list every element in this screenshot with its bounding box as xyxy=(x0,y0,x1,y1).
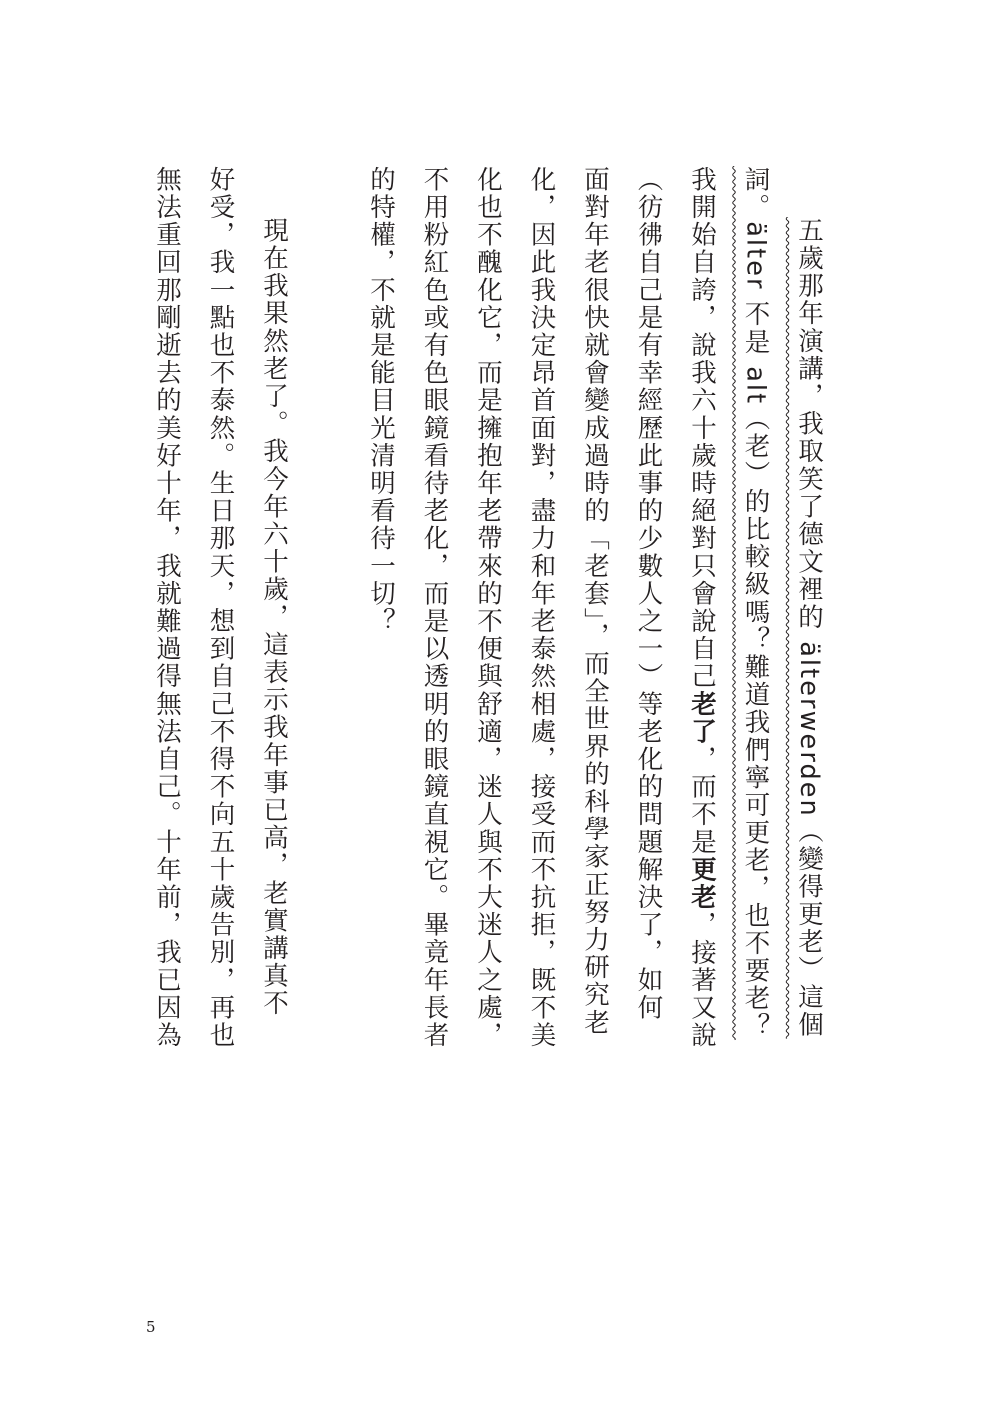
wavy-underlined-text: 詞。älter 不是 alt（老）的比較級嗎？難道我們寧可更老，也不要老？ xyxy=(740,166,771,1041)
paragraph-break xyxy=(300,166,354,176)
page-number: 5 xyxy=(146,1318,156,1336)
text-column xyxy=(621,166,675,1046)
text-run: 無法重回那剛逝去的美好十年，我就難過得無法自己。十年前，我已因為 xyxy=(152,166,182,1050)
text-run: 面對年老很快就會變成過時的「老套」，而全世界的科學家正努力研究老 xyxy=(580,166,610,1037)
text-column xyxy=(247,166,301,1046)
text-column xyxy=(782,166,836,1046)
text-column xyxy=(193,166,247,1050)
bold-text-run: 更老 xyxy=(687,856,717,912)
text-column xyxy=(140,166,194,1050)
text-column xyxy=(675,166,729,1050)
vertical-text-body xyxy=(140,166,836,1050)
wavy-underlined-text: 五歲那年演講，我取笑了德文裡的 älterwerden（變得更老）這個 xyxy=(794,217,824,1039)
text-run: 不用粉紅色或有色眼鏡看待老化，而是以透明的眼鏡直視它。畢竟年長者 xyxy=(419,166,450,1050)
text-column xyxy=(514,166,568,1050)
text-run: 我開始自誇，說我六十歲時絕對只會說自己 xyxy=(687,166,717,691)
text-run: 化，因此我決定昂首面對，盡力和年老泰然相處，接受而不抗拒，既不美 xyxy=(526,166,557,1050)
text-run: 的特權，不就是能目光清明看待一切？ xyxy=(366,166,396,636)
text-column xyxy=(407,166,461,1050)
text-run: ，而不是 xyxy=(687,745,717,857)
text-run: 好受，我一點也不泰然。生日那天，想到自己不得不向五十歲告別，再也 xyxy=(205,166,236,1050)
text-column xyxy=(461,166,515,1050)
text-run: 現在我果然老了。我今年六十歲，這表示我年事已高，老實講真不 xyxy=(259,217,289,1018)
text-column xyxy=(354,166,408,1046)
text-run: ，接著又說 xyxy=(687,911,717,1050)
text-column xyxy=(568,166,622,1046)
text-run: （彷彿自己是有幸經歷此事的少數人之一）等老化的問題解決了，如何 xyxy=(633,166,664,1022)
bold-text-run: 老了 xyxy=(687,690,717,746)
text-run: 化也不醜化它，而是擁抱年老帶來的不便與舒適，迷人與不大迷人之處， xyxy=(473,166,503,1050)
text-column xyxy=(728,166,782,1046)
